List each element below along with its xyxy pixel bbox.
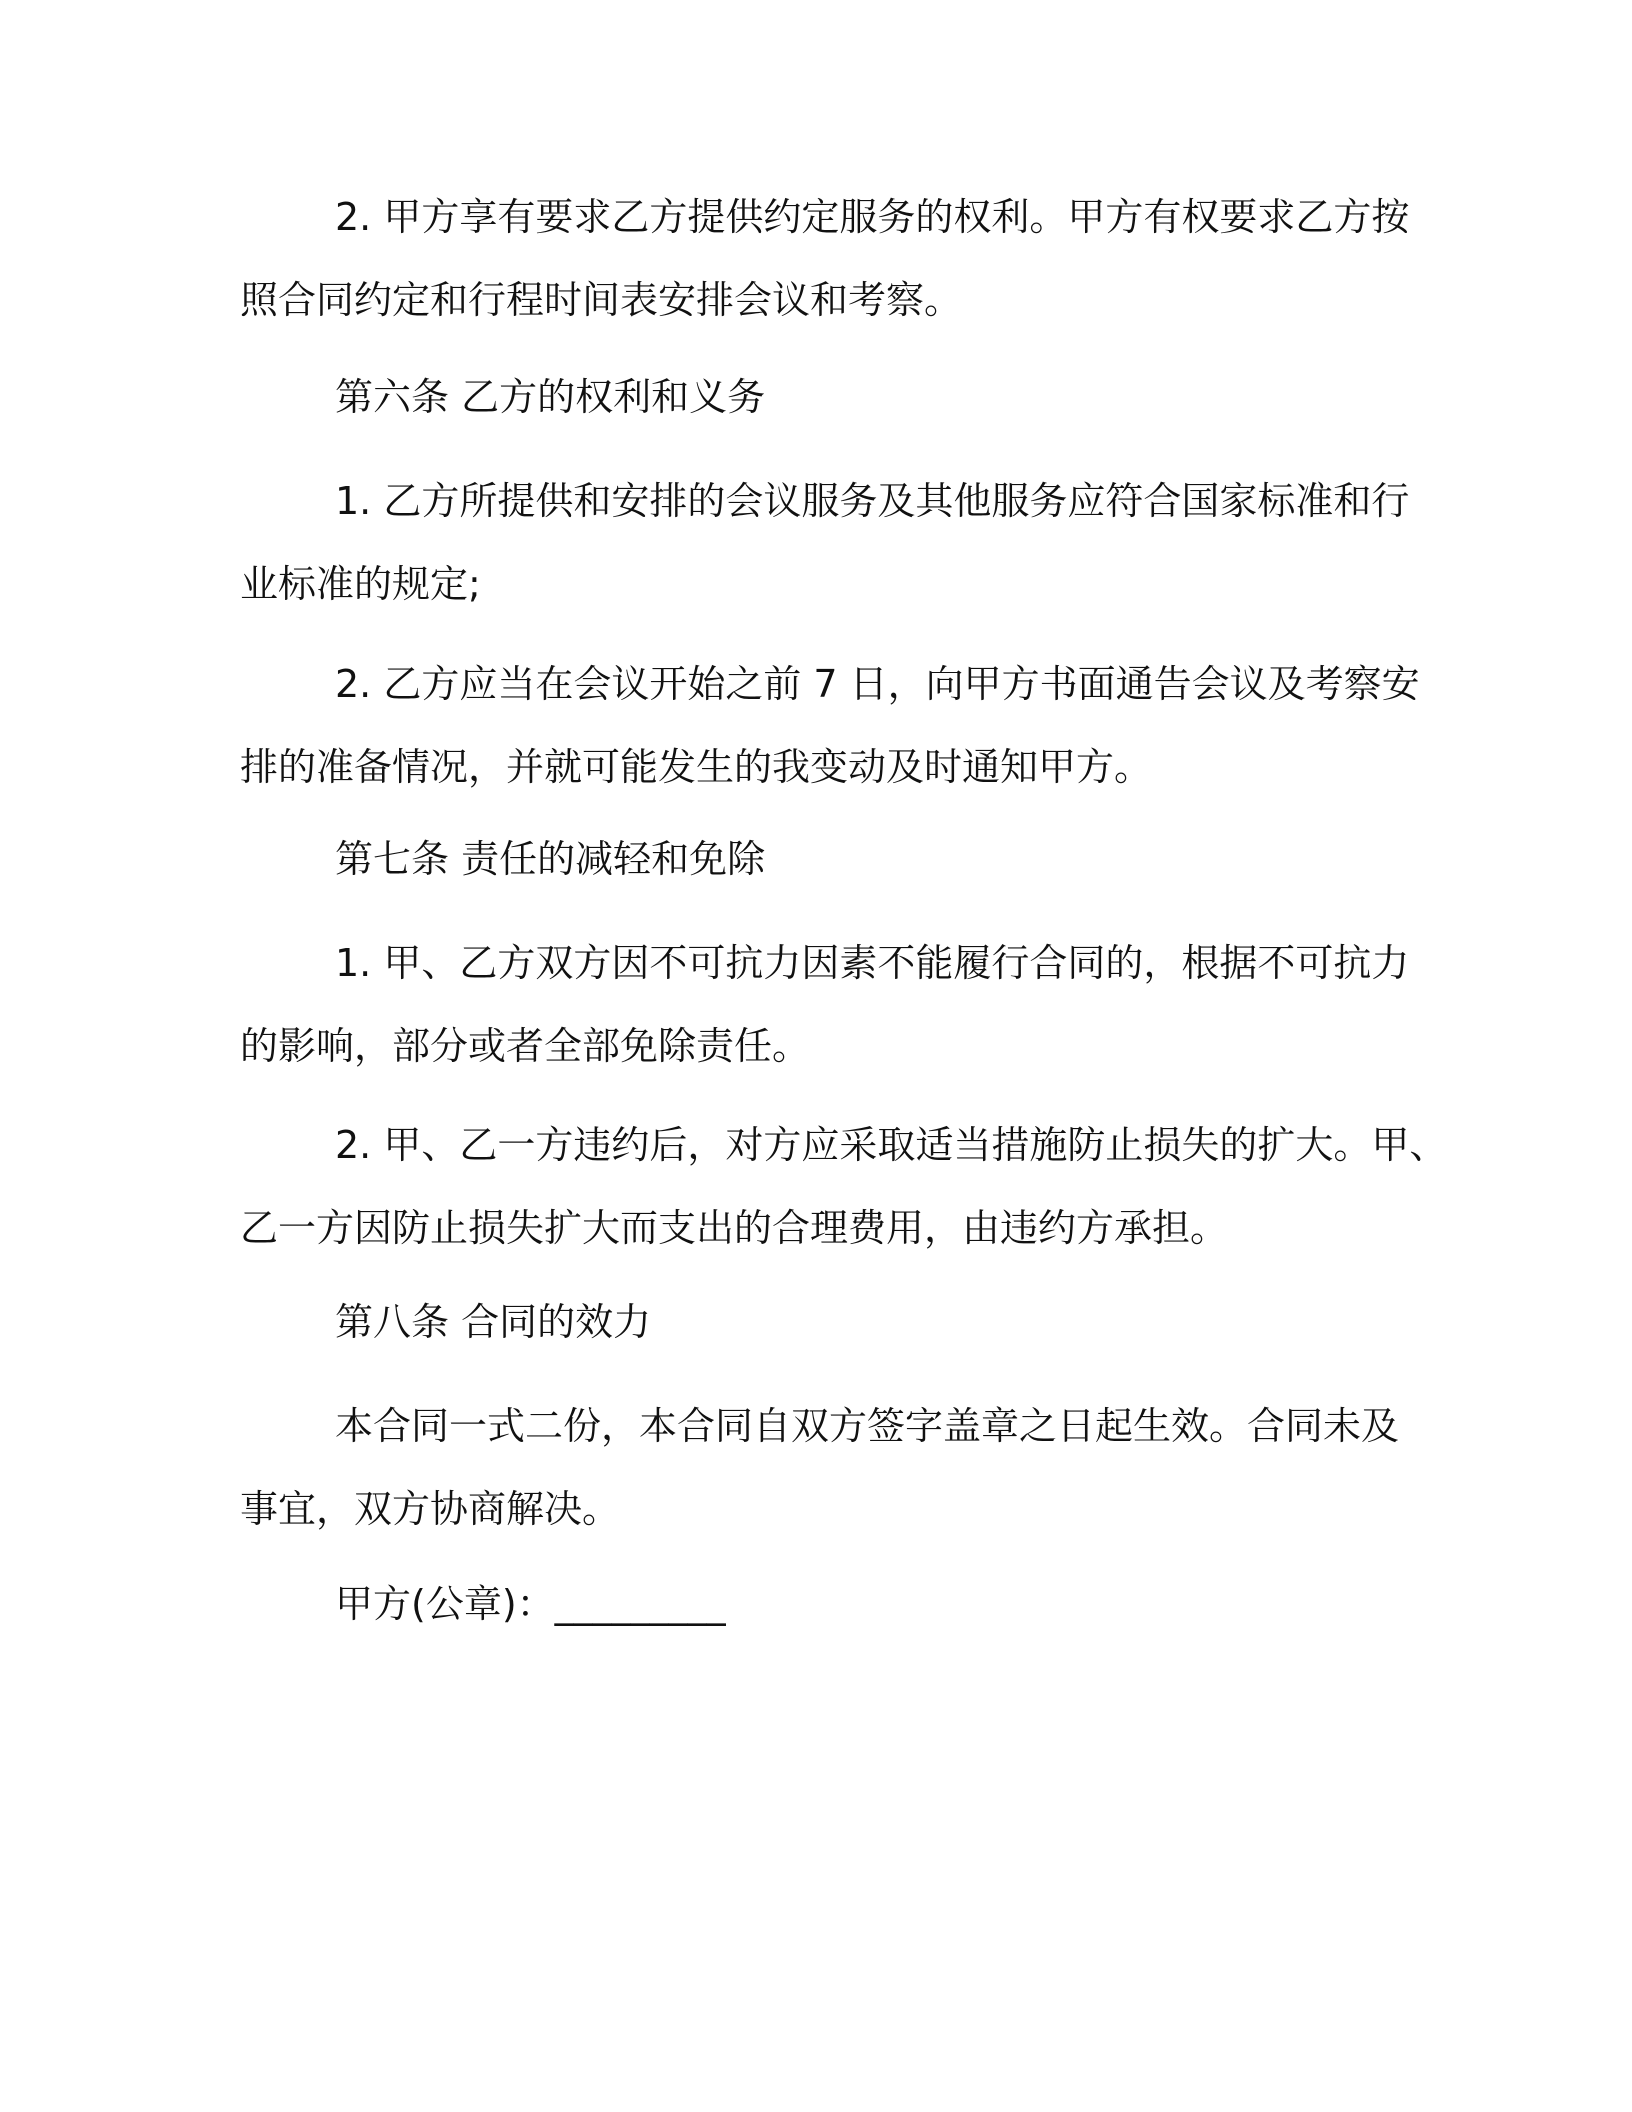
clause-5-item-2 xyxy=(240,176,1410,342)
text-line: 1. 甲、乙方双方因不可抗力因素不能履行合同的，根据不可抗力 xyxy=(335,941,1410,985)
clause-8-heading: 第八条 合同的效力 xyxy=(335,1300,652,1344)
clause-7-item-1 xyxy=(240,922,1410,1088)
text-line: 1. 乙方所提供和安排的会议服务及其他服务应符合国家标准和行 xyxy=(335,479,1410,523)
clause-8-body xyxy=(240,1385,1400,1551)
text-line: 2. 甲、乙一方违约后，对方应采取适当措施防止损失的扩大。甲、 xyxy=(335,1123,1448,1167)
clause-7-heading: 第七条 责任的减轻和免除 xyxy=(335,837,766,881)
text-line: 本合同一式二份，本合同自双方签字盖章之日起生效。合同未及 xyxy=(335,1404,1400,1448)
clause-6-item-1 xyxy=(240,460,1410,626)
text-line: 照合同约定和行程时间表安排会议和考察。 xyxy=(240,278,963,322)
clause-7-item-2 xyxy=(240,1104,1448,1270)
text-line: 乙一方因防止损失扩大而支出的合理费用，由违约方承担。 xyxy=(240,1206,1229,1250)
text-line: 事宜，双方协商解决。 xyxy=(240,1487,621,1531)
clause-6-item-2 xyxy=(240,643,1420,809)
text-line: 业标准的规定; xyxy=(240,562,481,606)
text-line: 的影响，部分或者全部免除责任。 xyxy=(240,1024,811,1068)
party-a-seal-line: 甲方(公章)：_________ xyxy=(335,1582,726,1626)
clause-6-heading: 第六条 乙方的权利和义务 xyxy=(335,375,766,419)
text-line: 2. 甲方享有要求乙方提供约定服务的权利。甲方有权要求乙方按 xyxy=(335,195,1410,239)
text-line: 排的准备情况，并就可能发生的我变动及时通知甲方。 xyxy=(240,745,1153,789)
text-line: 2. 乙方应当在会议开始之前 7 日，向甲方书面通告会议及考察安 xyxy=(335,662,1420,706)
